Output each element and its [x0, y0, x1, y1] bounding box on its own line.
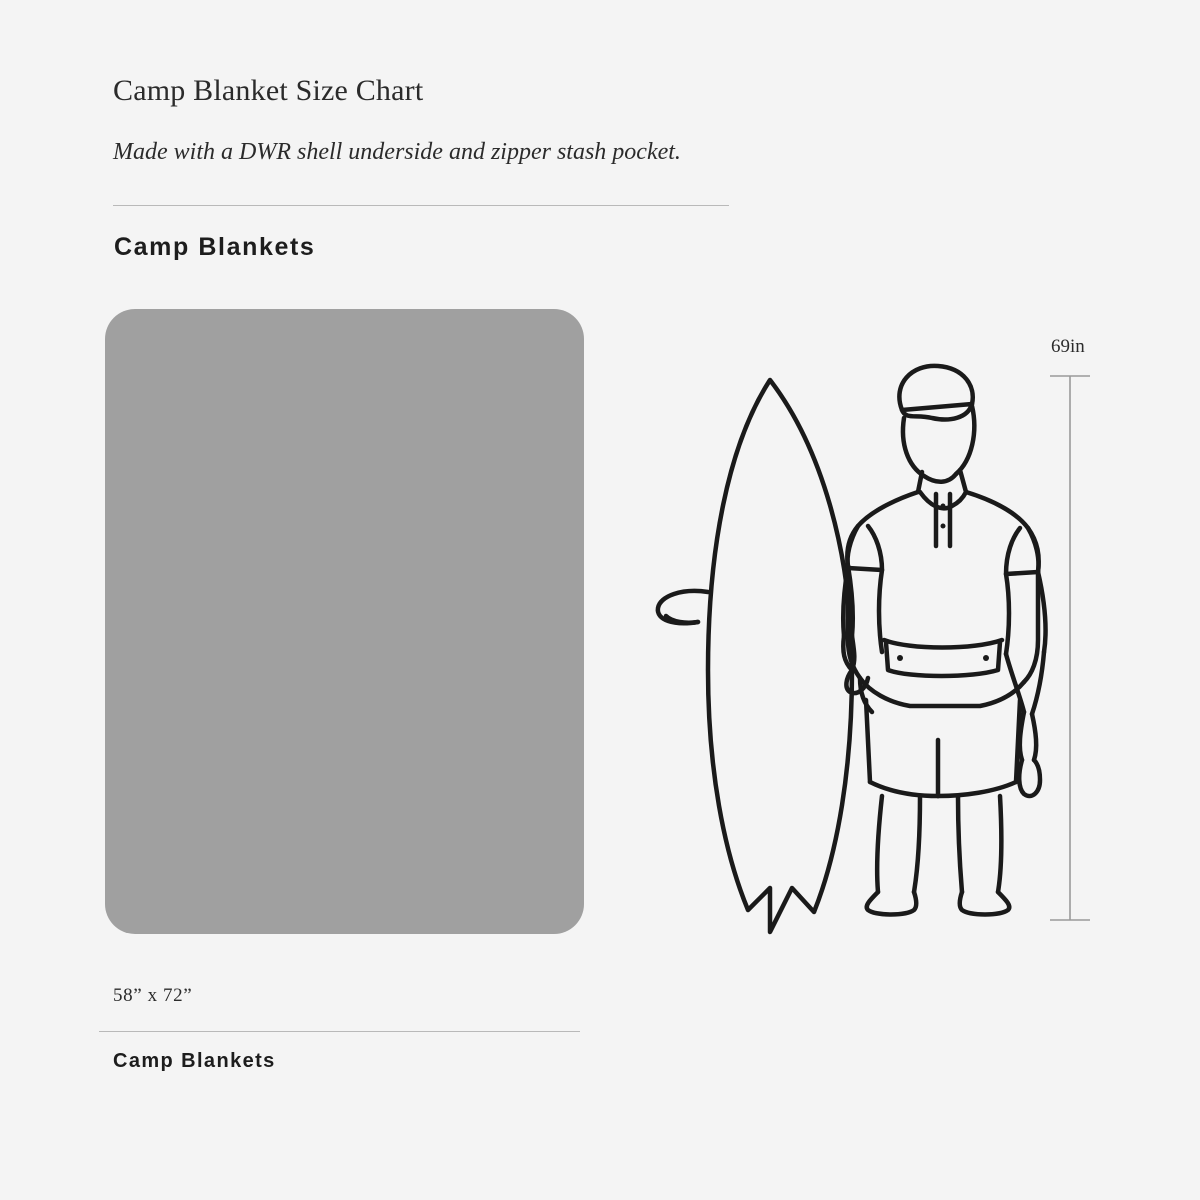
section-heading: Camp Blankets: [114, 233, 316, 261]
height-measure-label: 69in: [1051, 336, 1085, 357]
page-subtitle: Made with a DWR shell underside and zipper stash pocket.: [113, 139, 681, 165]
page-title: Camp Blanket Size Chart: [113, 74, 424, 107]
divider-bottom: [99, 1031, 580, 1032]
blanket-dimension-label: 58” x 72”: [113, 985, 193, 1006]
blanket-swatch: [105, 309, 584, 934]
product-footer-label: Camp Blankets: [113, 1050, 276, 1072]
surfboard-icon: [708, 380, 852, 932]
person-figure-icon: [620, 340, 1050, 940]
height-measure-icon: [1040, 360, 1100, 940]
divider-top: [113, 205, 729, 206]
